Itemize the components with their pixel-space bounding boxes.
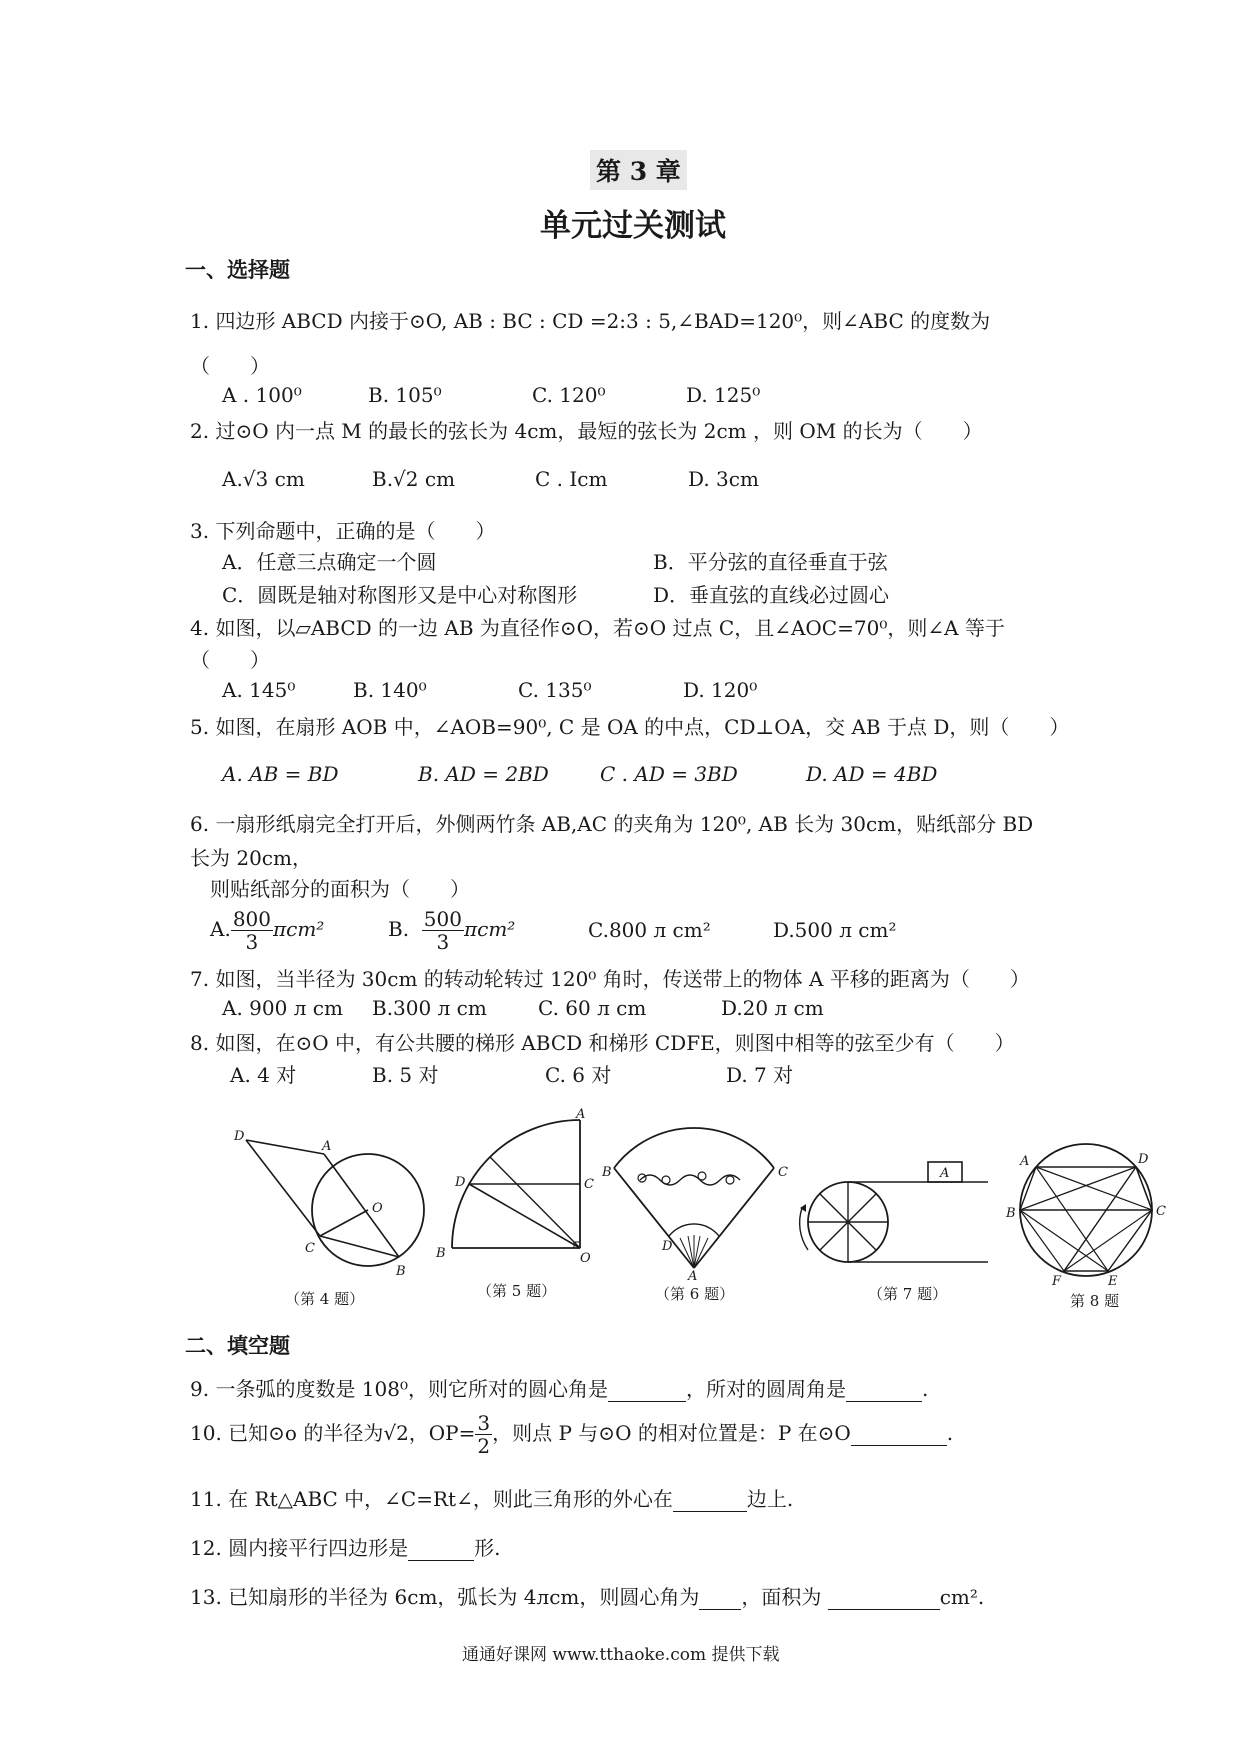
q5-option-a: A. AB = BD — [222, 762, 339, 786]
q6-option-a-letter: A. — [210, 917, 231, 941]
q7-option-b: B.300 л cm — [372, 996, 487, 1020]
q13-text-c: cm². — [939, 1585, 985, 1609]
q10-blank[interactable] — [851, 1421, 947, 1446]
question-2-text: 2. 过⊙O 内一点 M 的最长的弦长为 4cm，最短的弦长为 2cm ，则 OM 的长为（ ） — [190, 419, 983, 443]
q7-option-a: A. 900 л cm — [222, 996, 343, 1020]
q6-a-denominator: 3 — [245, 930, 259, 954]
q8-option-a: A. 4 对 — [230, 1063, 297, 1087]
f7-label-a: A — [940, 1166, 950, 1181]
q11-text-b: 边上. — [746, 1487, 794, 1511]
figure-4 — [222, 1120, 442, 1310]
fill-question-10 — [190, 1412, 953, 1457]
q6-option-c: C.800 л cm² — [588, 918, 711, 942]
f8-label-c: C — [1156, 1204, 1166, 1219]
fill-question-9 — [190, 1373, 928, 1402]
q3-option-b: B．平分弦的直径垂直于弦 — [653, 550, 888, 574]
f8-label-a: A — [1020, 1154, 1030, 1169]
q9-text-b: ，所对的圆周角是 — [686, 1377, 846, 1401]
q4-option-a: A. 145⁰ — [222, 678, 296, 702]
f5-label-o: O — [580, 1251, 591, 1266]
figure-8-caption: 第 8 题 — [1070, 1292, 1120, 1310]
q10-fraction — [475, 1412, 492, 1457]
q6-b-numerator: 500 — [423, 907, 462, 931]
q1-option-a: A . 100⁰ — [222, 383, 302, 407]
fill-question-13 — [190, 1581, 984, 1610]
q3-option-d: D．垂直弦的直线必过圆心 — [653, 583, 890, 607]
q8-option-b: B. 5 对 — [372, 1063, 439, 1087]
q5-option-b: B. AD = 2BD — [418, 762, 549, 786]
q9-blank-1[interactable] — [608, 1377, 686, 1402]
figure-4-caption: （第 4 题） — [285, 1290, 365, 1308]
f5-label-b: B — [436, 1246, 446, 1261]
question-5-text: 5. 如图，在扇形 AOB 中，∠AOB=90⁰, C 是 OA 的中点，CD⊥OA，交 AB 于点 D，则（ ） — [190, 715, 1070, 739]
q13-blank-1[interactable] — [699, 1585, 741, 1610]
figure-7-caption: （第 7 题） — [868, 1285, 948, 1303]
f5-label-a: A — [576, 1107, 586, 1122]
q5-option-d: D. AD = 4BD — [806, 762, 938, 786]
f6-label-d: D — [662, 1239, 673, 1254]
q6-option-b — [388, 908, 515, 953]
q8-option-c: C. 6 对 — [545, 1063, 612, 1087]
figure-8 — [998, 1135, 1173, 1289]
question-1-text: 1. 四边形 ABCD 内接于⊙O, AB : BC : CD =2:3 : 5,∠BAD=120⁰，则∠ABC 的度数为 — [190, 309, 991, 333]
question-7-text: 7. 如图，当半径为 30cm 的转动轮转过 120⁰ 角时，传送带上的物体 A 平移的距离为（ ） — [190, 967, 1030, 991]
f6-label-b: B — [602, 1165, 612, 1180]
fill-question-11 — [190, 1483, 793, 1512]
question-1-paren: （ ） — [190, 354, 270, 378]
q6-b-unit: πcm² — [463, 917, 516, 941]
page-title: 单元过关测试 — [540, 208, 726, 244]
q6-option-b-letter: B. — [388, 917, 410, 941]
q12-text-b: 形. — [474, 1536, 501, 1560]
q2-option-c: C . Icm — [535, 467, 608, 491]
q8-option-d: D. 7 对 — [726, 1063, 794, 1087]
f5-label-d: D — [455, 1175, 466, 1190]
section-heading-choice: 一、选择题 — [185, 257, 290, 282]
question-3-text: 3. 下列命题中，正确的是（ ） — [190, 519, 496, 543]
q1-option-c: C. 120⁰ — [532, 383, 606, 407]
section-heading-fill: 二、填空题 — [185, 1333, 290, 1358]
q3-option-c: C．圆既是轴对称图形又是中心对称图形 — [222, 583, 578, 607]
q9-blank-2[interactable] — [846, 1377, 922, 1402]
q10-text-c: . — [946, 1421, 954, 1445]
chapter-label: 第 3 章 — [590, 150, 687, 190]
question-6-text-3: 则贴纸部分的面积为（ ） — [210, 877, 470, 901]
f6-label-c: C — [778, 1165, 788, 1180]
q6-a-numerator: 800 — [232, 907, 271, 931]
f4-label-d: D — [234, 1129, 245, 1144]
q10-numerator: 3 — [477, 1411, 491, 1435]
q13-text-a: 13. 已知扇形的半径为 6cm，弧长为 4лcm，则圆心角为 — [190, 1585, 700, 1609]
q6-a-unit: πcm² — [273, 917, 325, 941]
q6-b-denominator: 3 — [436, 930, 450, 954]
q4-option-d: D. 120⁰ — [683, 678, 758, 702]
q12-text-a: 12. 圆内接平行四边形是 — [190, 1536, 409, 1560]
q4-option-b: B. 140⁰ — [353, 678, 427, 702]
f4-label-o: O — [372, 1201, 383, 1216]
f8-label-b: B — [1006, 1206, 1016, 1221]
q1-option-d: D. 125⁰ — [686, 383, 761, 407]
q13-blank-2[interactable] — [828, 1585, 940, 1610]
figure-5-caption: （第 5 题） — [477, 1282, 557, 1300]
f6-label-a: A — [688, 1269, 698, 1284]
q3-option-a: A．任意三点确定一个圆 — [222, 550, 437, 574]
question-4-paren: （ ） — [190, 648, 270, 672]
q6-option-a-fraction — [231, 908, 273, 953]
figure-6-caption: （第 6 题） — [655, 1285, 735, 1303]
q6-option-d: D.500 л cm² — [773, 918, 897, 942]
q1-option-b: B. 105⁰ — [368, 383, 442, 407]
figure-7 — [790, 1150, 1000, 1280]
q6-option-b-fraction — [422, 908, 464, 953]
q6-option-a — [210, 908, 324, 953]
question-6-text-2: 长为 20cm， — [190, 846, 312, 870]
f5-label-c: C — [584, 1177, 594, 1192]
q10-denominator: 2 — [477, 1434, 491, 1458]
f4-label-b: B — [396, 1264, 406, 1279]
q10-text-a: 10. 已知⊙o 的半径为√2，OP= — [190, 1421, 476, 1445]
question-8-text: 8. 如图，在⊙O 中，有公共腰的梯形 ABCD 和梯形 CDFE，则图中相等的弦至少有（ ） — [190, 1031, 1015, 1055]
q12-blank[interactable] — [408, 1536, 474, 1561]
q2-option-d: D. 3cm — [688, 467, 759, 491]
q9-text-a: 9. 一条弧的度数是 108⁰，则它所对的圆心角是 — [190, 1377, 608, 1401]
f4-label-c: C — [305, 1241, 315, 1256]
q11-blank[interactable] — [673, 1487, 747, 1512]
q5-option-c: C . AD = 3BD — [600, 762, 738, 786]
f8-label-f: F — [1052, 1274, 1062, 1289]
q4-option-c: C. 135⁰ — [518, 678, 592, 702]
f8-label-d: D — [1138, 1152, 1149, 1167]
f4-label-a: A — [322, 1139, 332, 1154]
q11-text-a: 11. 在 Rt△ABC 中，∠C=Rt∠，则此三角形的外心在 — [190, 1487, 673, 1511]
q2-option-b: B.√2 cm — [372, 467, 456, 491]
q9-text-c: . — [922, 1377, 929, 1401]
q7-option-c: C. 60 л cm — [538, 996, 647, 1020]
q10-text-b: ，则点 P 与⊙O 的相对位置是：P 在⊙O — [492, 1421, 851, 1445]
figure-5 — [432, 1107, 594, 1282]
q7-option-d: D.20 л cm — [721, 996, 824, 1020]
q13-text-b: ，面积为 — [741, 1585, 822, 1609]
f8-label-e: E — [1108, 1274, 1118, 1289]
fill-question-12 — [190, 1532, 501, 1561]
footer-credit: 通通好课网 www.tthaoke.com 提供下载 — [462, 1645, 780, 1665]
q2-option-a: A.√3 cm — [222, 467, 305, 491]
question-6-text: 6. 一扇形纸扇完全打开后，外侧两竹条 AB,AC 的夹角为 120⁰, AB 长为 30cm，贴纸部分 BD — [190, 812, 1034, 836]
question-4-text: 4. 如图，以▱ABCD 的一边 AB 为直径作⊙O，若⊙O 过点 C，且∠AOC=70⁰，则∠A 等于 — [190, 616, 1005, 640]
figure-6 — [600, 1140, 790, 1284]
